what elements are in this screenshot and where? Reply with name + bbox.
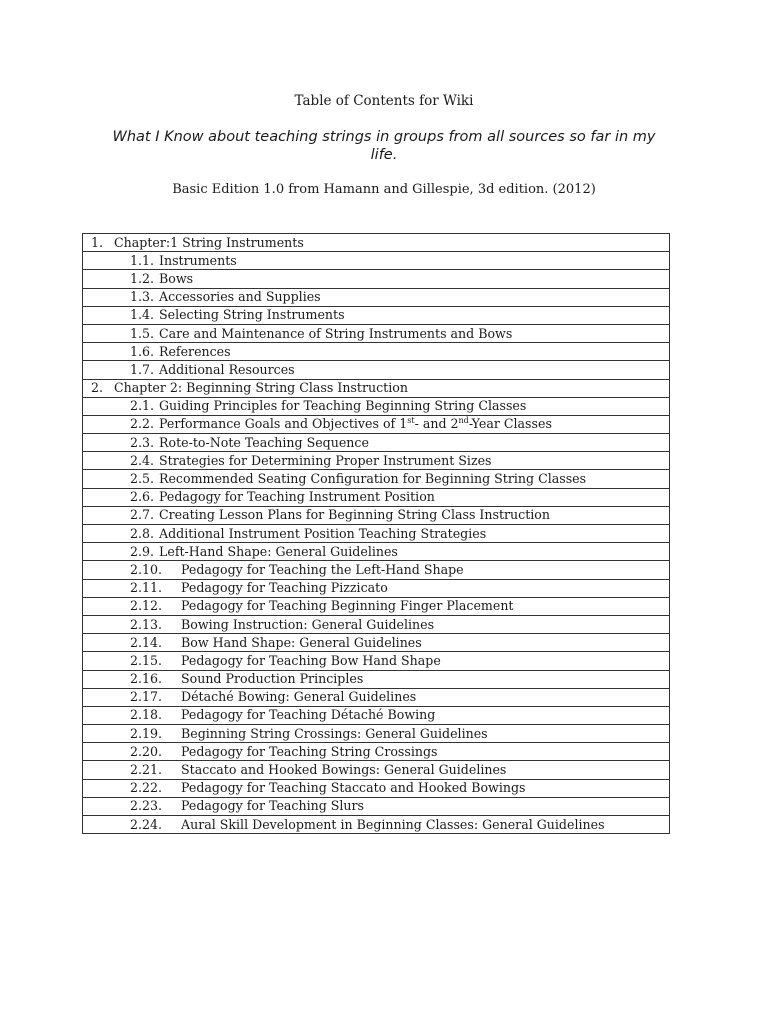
toc-section-row [83,743,670,761]
toc-entry-number: 1.1. [130,252,155,268]
toc-section-row [83,397,670,415]
toc-section-row [83,797,670,815]
toc-section-row [83,725,670,743]
toc-entry-title: Pedagogy for Teaching Instrument Position [159,489,435,505]
toc-entry-number: 1.6. [130,343,155,359]
toc-entry-number: 2.3. [130,434,155,450]
toc-entry-title: Pedagogy for Teaching String Crossings [181,743,438,759]
toc-entry-number: 1.7. [130,361,155,377]
toc-entry-number: 2.18. [130,707,163,723]
toc-entry [83,706,670,724]
toc-entry [83,597,670,615]
toc-entry-number: 2.4. [130,452,155,468]
toc-entry-title: Chapter 2: Beginning String Class Instruction [114,380,408,396]
toc-section-row [83,652,670,670]
toc-entry-number: 2.2. [130,416,155,432]
edition-note: Basic Edition 1.0 from Hamann and Gillespie, 3d edition. (2012) [172,182,596,197]
toc-entry-title: Selecting String Instruments [159,307,345,323]
toc-entry-title: Chapter:1 String Instruments [114,234,304,250]
toc-entry-title: Sound Production Principles [181,671,364,687]
toc-section-row [83,470,670,488]
toc-entry-number: 1.4. [130,307,155,323]
toc-section-row [83,688,670,706]
toc-entry [83,561,670,579]
document-title: Table of Contents for Wiki [294,93,474,109]
toc-section-row [83,452,670,470]
toc-entry-number: 2.24. [130,816,163,832]
toc-entry [83,670,670,688]
toc-entry [83,652,670,670]
toc-entry-title: Beginning String Crossings: General Guidelines [181,725,488,741]
toc-entry-title: Strategies for Determining Proper Instrument Sizes [159,452,492,468]
toc-section-row [83,816,670,834]
toc-body [83,234,670,834]
toc-entry-title: Care and Maintenance of String Instruments and Bows [159,325,513,341]
toc-section-row [83,579,670,597]
toc-entry [83,615,670,633]
toc-section-row [83,361,670,379]
toc-entry-number: 2.5. [130,471,155,487]
toc-entry [83,797,670,815]
toc-entry [83,288,670,306]
toc-entry-title: Bow Hand Shape: General Guidelines [181,634,422,650]
toc-chapter-row [83,379,670,397]
toc-entry-title: Rote-to-Note Teaching Sequence [159,434,369,450]
toc-entry [83,252,670,270]
toc-entry-number: 2.9. [130,543,155,559]
toc-entry-title-part: - and 2 [414,416,459,432]
toc-entry [83,343,670,361]
toc-entry-title: Instruments [159,252,237,268]
toc-chapter-row [83,234,670,252]
toc-entry-number: 2.8. [130,525,155,541]
toc-entry-number: 1.3. [130,289,155,305]
toc-entry [83,488,670,506]
toc-section-row [83,270,670,288]
ordinal-superscript: st [407,416,415,426]
toc-entry-title: References [159,343,231,359]
toc-section-row [83,634,670,652]
toc-entry [83,525,670,543]
toc-entry-title: Détaché Bowing: General Guidelines [181,689,417,705]
toc-entry-title: Pedagogy for Teaching Staccato and Hooked Bowings [181,780,526,796]
toc-entry-title [159,416,552,432]
document-subtitle: What I Know about teaching strings in groups from all sources so far in my life. [112,129,656,163]
toc-entry-title: Additional Resources [159,361,295,377]
toc-entry-title: Pedagogy for Teaching the Left-Hand Shape [181,561,464,577]
toc-entry [83,779,670,797]
toc-entry-title: Pedagogy for Teaching Pizzicato [181,580,388,596]
toc-entry [83,234,670,252]
ordinal-superscript: nd [458,416,469,426]
toc-entry [83,270,670,288]
toc-entry [83,688,670,706]
toc-entry [83,506,670,524]
toc-entry [83,761,670,779]
toc-entry-title-part: Performance Goals and Objectives of 1 [159,416,408,432]
toc-entry-number: 2.17. [130,689,163,705]
toc-entry [83,306,670,324]
toc-entry-number: 2.14. [130,634,163,650]
toc-entry-number: 2.20. [130,743,163,759]
toc-entry [83,324,670,342]
toc-entry-number: 2.21. [130,762,163,778]
toc-entry-title: Guiding Principles for Teaching Beginning String Classes [159,398,527,414]
toc-entry [83,397,670,415]
toc-entry-title: Recommended Seating Configuration for Beginning String Classes [159,471,587,487]
toc-section-row [83,670,670,688]
toc-entry-number: 2.15. [130,652,163,668]
toc-entry-number: 2.22. [130,780,163,796]
toc-section-row [83,706,670,724]
toc-entry-number: 2.1. [130,398,155,414]
toc-section-row [83,779,670,797]
toc-section-row [83,434,670,452]
toc-section-row [83,561,670,579]
toc-section-row [83,415,670,433]
toc-entry-title: Pedagogy for Teaching Slurs [181,798,365,814]
toc-entry [83,743,670,761]
toc-entry-number: 2.7. [130,507,155,523]
toc-entry-title: Pedagogy for Teaching Beginning Finger Placement [181,598,514,614]
toc-entry [83,470,670,488]
toc-entry-title-part: -Year Classes [468,416,552,432]
toc-entry-title: Aural Skill Development in Beginning Classes: General Guidelines [181,816,605,832]
toc-section-row [83,343,670,361]
toc-entry-title: Bows [159,270,194,286]
toc-entry-number: 2.23. [130,798,163,814]
toc-entry-number: 1.5. [130,325,155,341]
toc-entry-title: Accessories and Supplies [159,289,321,305]
toc-entry-title: Bowing Instruction: General Guidelines [181,616,435,632]
toc-section-row [83,615,670,633]
toc-entry-number: 2.16. [130,671,163,687]
toc-entry [83,725,670,743]
toc-section-row [83,252,670,270]
toc-entry [83,816,670,834]
toc-entry-title: Pedagogy for Teaching Détaché Bowing [181,707,436,723]
toc-section-row [83,488,670,506]
toc-section-row [83,288,670,306]
toc-entry-number: 2.11. [130,580,163,596]
toc-entry [83,379,670,397]
toc-entry-number: 2.12. [130,598,163,614]
toc-section-row [83,506,670,524]
toc-entry-title: Left-Hand Shape: General Guidelines [159,543,398,559]
toc-entry-title: Pedagogy for Teaching Bow Hand Shape [181,652,441,668]
toc-entry-number: 2.10. [130,561,163,577]
toc-entry [83,452,670,470]
toc-entry [83,579,670,597]
toc-entry [83,434,670,452]
toc-section-row [83,306,670,324]
toc-entry-number: 2.13. [130,616,163,632]
toc-entry-number: 2.19. [130,725,163,741]
toc-section-row [83,543,670,561]
toc-entry-number: 1. [91,234,104,250]
toc-section-row [83,525,670,543]
toc-section-row [83,324,670,342]
toc-entry-title: Additional Instrument Position Teaching Strategies [159,525,487,541]
table-of-contents [82,233,670,834]
toc-section-row [83,761,670,779]
toc-entry-number: 2.6. [130,489,155,505]
toc-entry-title: Creating Lesson Plans for Beginning String Class Instruction [159,507,550,523]
toc-section-row [83,597,670,615]
toc-entry-number: 2. [91,380,104,396]
toc-entry [83,361,670,379]
toc-entry [83,415,670,433]
toc-entry [83,543,670,561]
toc-entry-title: Staccato and Hooked Bowings: General Guidelines [181,762,507,778]
toc-entry-number: 1.2. [130,270,155,286]
toc-entry [83,634,670,652]
